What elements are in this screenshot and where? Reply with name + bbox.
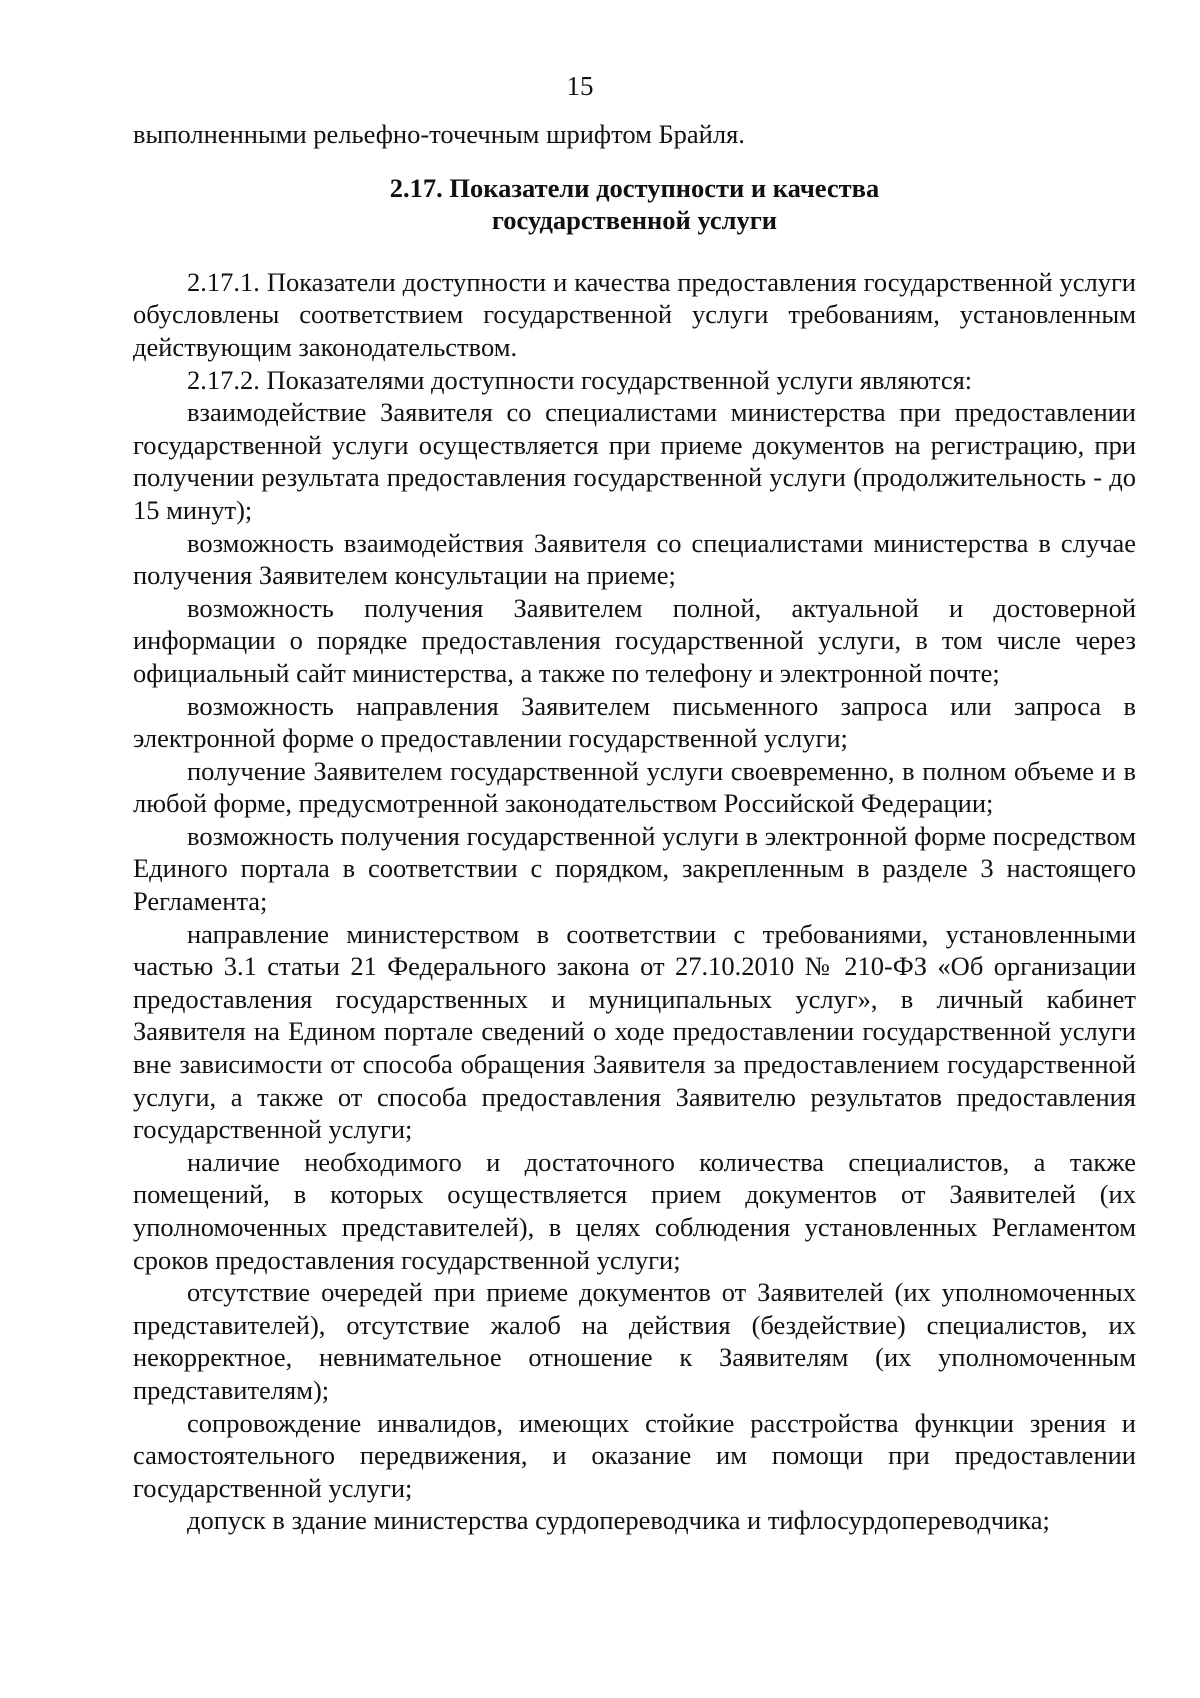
section-heading [133,172,1136,237]
paragraph: возможность получения государственной услуги в электронной форме посредством Единого портала в соответствии с порядком, закрепленным в разделе 3 настоящего Регламента; [133,820,1136,917]
paragraph: взаимодействие Заявителя со специалистами министерства при предоставлении государственной услуги осуществляется при приеме документов на регистрацию, при получении результата предоставления государственной услуги (продолжительность - до 15 минут); [133,397,1136,525]
paragraph: 2.17.2. Показателями доступности государственной услуги являются: [187,364,973,395]
paragraph: получение Заявителем государственной услуги своевременно, в полном объеме и в любой форме, предусмотренной законодательством Российской Федерации; [133,755,1136,819]
continuation-line: выполненными рельефно-точечным шрифтом Брайля. [133,119,745,149]
section-heading-line-1: 2.17. Показатели доступности и качества [389,172,880,203]
section-heading-line-2: государственной услуги [491,205,778,236]
paragraph: возможность направления Заявителем письменного запроса или запроса в электронной форме о предоставлении государственной услуги; [133,690,1136,754]
page-number: 15 [566,71,594,101]
paragraph: возможность взаимодействия Заявителя со специалистами министерства в случае получения Заявителем консультации на приеме; [133,527,1136,591]
paragraph: возможность получения Заявителем полной, актуальной и достоверной информации о порядке предоставления государственной услуги, в том числе через официальный сайт министерства, а также по телефону и электронной почте; [133,592,1136,688]
paragraph: сопровождение инвалидов, имеющих стойкие расстройства функции зрения и самостоятельного передвижения, и оказание им помощи при предоставлении государственной услуги; [133,1407,1136,1503]
paragraph: допуск в здание министерства сурдопереводчика и тифлосурдопереводчика; [187,1505,1050,1536]
paragraph: направление министерством в соответствии с требованиями, установленными частью 3.1 статьи 21 Федерального закона от 27.10.2010 № 210-ФЗ «Об организации предоставления государственных и муниципальных услуг», в личный кабинет Заявителя на Едином портале сведений о ходе предоставлении государственной услуги вне зависимости от способа обращения Заявителя за предоставлением государственной услуги, а также от способа предоставления Заявителю результатов предоставления государственной услуги; [133,918,1136,1145]
document-body [133,118,1136,1537]
paragraph: наличие необходимого и достаточного количества специалистов, а также помещений, в которых осуществляется прием документов от Заявителей (их уполномоченных представителей), в целях соблюдения установленных Регламентом сроков предоставления государственной услуги; [133,1146,1136,1275]
paragraph: 2.17.1. Показатели доступности и качества предоставления государственной услуги обусловлены соответствием государственной услуги требованиям, установленным действующим законодательством. [133,266,1136,362]
paragraph: отсутствие очередей при приеме документов от Заявителей (их уполномоченных представителей), отсутствие жалоб на действия (бездействие) специалистов, их некорректное, невнимательное отношение к Заявителям (их уполномоченным представителям); [133,1277,1136,1405]
